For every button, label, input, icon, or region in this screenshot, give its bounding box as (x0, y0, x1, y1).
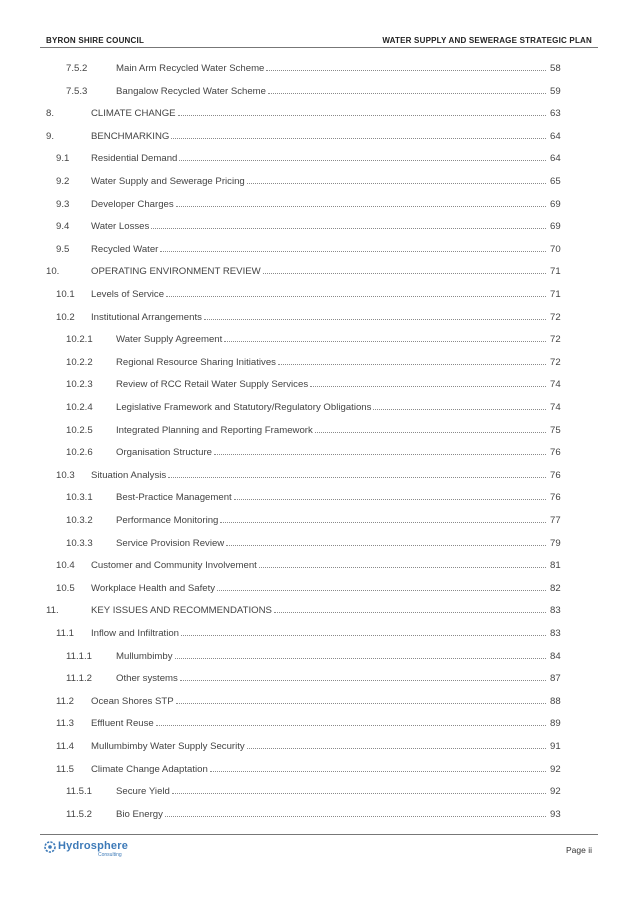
toc-entry-page: 69 (550, 221, 561, 233)
toc-entry-page: 65 (550, 176, 561, 187)
toc-entry-number: 10.2.5 (66, 424, 93, 436)
toc-entry-title: Regional Resource Sharing Initiatives (116, 356, 276, 368)
toc-entry-number: 10.3.3 (66, 537, 93, 549)
toc-entry-number: 10.2.2 (66, 356, 93, 368)
toc-entry-page: 89 (550, 718, 561, 730)
toc-entry-number: 9. (46, 130, 55, 142)
toc-entry-number: 11.5 (56, 763, 74, 775)
toc-dot-leader (176, 206, 546, 207)
toc-entry[interactable] (0, 221, 638, 235)
toc-entry-title: Legislative Framework and Statutory/Regulatory Obligations (116, 402, 372, 413)
toc-entry-title: Situation Analysis (91, 469, 167, 481)
toc-entry[interactable] (0, 696, 638, 710)
toc-entry-body (91, 628, 548, 639)
logo-wordmark: Hydrosphere (58, 840, 129, 852)
toc-entry-page: 93 (550, 808, 561, 820)
toc-entry-page: 70 (550, 243, 561, 255)
toc-entry-body (91, 583, 548, 594)
toc-entry[interactable] (0, 628, 638, 642)
toc-entry-number: 10.3.1 (66, 492, 93, 504)
toc-entry[interactable] (0, 470, 638, 484)
toc-entry-body (116, 334, 548, 345)
toc-entry-body (91, 176, 548, 187)
toc-entry-number: 10.3.2 (66, 515, 93, 526)
toc-entry-title: CLIMATE CHANGE (91, 108, 176, 120)
toc-entry-page: 63 (550, 108, 561, 120)
toc-entry[interactable] (0, 244, 638, 258)
toc-entry-number: 10. (46, 266, 60, 278)
toc-entry-page: 72 (550, 334, 561, 346)
toc-entry-title: Other systems (116, 673, 178, 685)
toc-entry[interactable] (0, 786, 638, 800)
toc-dot-leader (156, 725, 546, 726)
toc-entry-title: Effluent Reuse (91, 718, 154, 730)
toc-entry-page: 72 (550, 311, 561, 323)
toc-entry-title: Best-Practice Management (116, 492, 232, 504)
toc-entry[interactable] (0, 492, 638, 506)
logo-subtext: Consulting (98, 852, 122, 858)
toc-entry-number: 8. (46, 108, 55, 120)
toc-entry-body (91, 764, 548, 775)
toc-entry-number: 10.3 (56, 469, 75, 481)
hydrosphere-logo (44, 841, 128, 858)
toc-entry-body (91, 312, 548, 323)
toc-entry-title: BENCHMARKING (91, 130, 170, 142)
toc-entry[interactable] (0, 764, 638, 778)
toc-entry-page: 71 (550, 266, 561, 278)
toc-entry-title: Mullumbimby (116, 650, 173, 662)
toc-entry-body (116, 651, 548, 662)
toc-entry[interactable] (0, 176, 638, 190)
toc-dot-leader (373, 409, 546, 410)
toc-entry-body (91, 560, 548, 571)
toc-entry-page: 92 (550, 786, 561, 798)
toc-dot-leader (168, 477, 546, 478)
toc-entry-page: 75 (550, 424, 561, 436)
hydrosphere-drop-icon (44, 841, 56, 853)
toc-entry-body (116, 86, 548, 97)
toc-dot-leader (310, 386, 546, 387)
toc-dot-leader (259, 567, 546, 568)
toc-entry-page: 83 (550, 605, 561, 617)
toc-entry[interactable] (0, 379, 638, 393)
toc-entry[interactable] (0, 425, 638, 439)
toc-entry-page: 59 (550, 85, 561, 97)
toc-entry-number: 7.5.2 (66, 63, 88, 74)
toc-entry-page: 72 (550, 356, 561, 368)
toc-dot-leader (274, 612, 546, 613)
toc-dot-leader (175, 658, 546, 659)
toc-entry-body (116, 63, 548, 74)
toc-dot-leader (217, 590, 546, 591)
toc-entry-number: 9.4 (56, 221, 70, 233)
toc-dot-leader (160, 251, 546, 252)
toc-entry-title: Climate Change Adaptation (91, 763, 208, 775)
toc-entry-number: 11.4 (56, 741, 74, 752)
toc-entry[interactable] (0, 199, 638, 213)
toc-entry[interactable] (0, 357, 638, 371)
toc-entry-body (116, 492, 548, 503)
toc-entry[interactable] (0, 86, 638, 100)
toc-entry[interactable] (0, 718, 638, 732)
toc-entry-page: 82 (550, 582, 561, 594)
toc-entry-title: Bio Energy (116, 808, 163, 820)
toc-entry-page: 76 (550, 492, 561, 504)
toc-entry[interactable] (0, 605, 638, 619)
toc-entry-number: 10.5 (56, 582, 75, 594)
toc-entry-body (116, 538, 548, 549)
toc-dot-leader (266, 70, 546, 71)
toc-entry[interactable] (0, 538, 638, 552)
toc-entry[interactable] (0, 312, 638, 326)
toc-entry-body (116, 809, 548, 820)
toc-entry-page: 91 (550, 741, 561, 752)
toc-entry-title: Ocean Shores STP (91, 695, 174, 707)
toc-entry-title: Water Supply Agreement (116, 334, 223, 346)
toc-entry-number: 11.3 (56, 718, 74, 730)
toc-dot-leader (220, 522, 546, 523)
toc-entry-body (116, 515, 548, 526)
toc-dot-leader (247, 183, 546, 184)
toc-entry-page: 64 (550, 130, 561, 142)
toc-entry-title: Secure Yield (116, 786, 170, 798)
toc-entry-body (91, 153, 548, 164)
page-number: Page ii (566, 845, 592, 855)
toc-entry-body (91, 108, 548, 119)
toc-entry-number: 9.2 (56, 176, 70, 187)
toc-entry-title: Integrated Planning and Reporting Framework (116, 424, 313, 436)
toc-entry-number: 11.1.2 (66, 673, 92, 685)
toc-entry-body (91, 696, 548, 707)
toc-entry-number: 10.2.6 (66, 447, 93, 459)
toc-entry-page: 84 (550, 650, 561, 662)
toc-entry-title: Mullumbimby Water Supply Security (91, 741, 245, 752)
toc-entry-body (91, 131, 548, 142)
toc-dot-leader (172, 793, 546, 794)
toc-entry-body (91, 266, 548, 277)
toc-dot-leader (214, 454, 546, 455)
toc-entry-number: 11.5.1 (66, 786, 92, 798)
toc-entry-number: 11.2 (56, 695, 74, 707)
toc-dot-leader (171, 138, 546, 139)
toc-entry-body (116, 379, 548, 390)
toc-entry-title: Workplace Health and Safety (91, 582, 216, 594)
toc-entry-title: KEY ISSUES AND RECOMMENDATIONS (91, 605, 272, 617)
toc-entry[interactable] (0, 131, 638, 145)
header-council-name: BYRON SHIRE COUNCIL (46, 36, 145, 45)
toc-entry-number: 11.1.1 (66, 650, 92, 662)
header-document-title: WATER SUPPLY AND SEWERAGE STRATEGIC PLAN (382, 36, 592, 45)
toc-entry-page: 79 (550, 537, 561, 549)
toc-entry[interactable] (0, 402, 638, 416)
toc-entry[interactable] (0, 63, 638, 77)
toc-entry-page: 64 (550, 153, 561, 165)
toc-entry-title: Customer and Community Involvement (91, 560, 257, 572)
toc-entry-body (91, 199, 548, 210)
toc-dot-leader (166, 296, 546, 297)
toc-dot-leader (278, 364, 546, 365)
toc-entry-body (91, 289, 548, 300)
toc-entry-title: Water Losses (91, 221, 150, 233)
toc-dot-leader (268, 93, 546, 94)
toc-dot-leader (181, 635, 546, 636)
toc-entry-page: 76 (550, 469, 561, 481)
toc-dot-leader (151, 228, 546, 229)
toc-entry[interactable] (0, 153, 638, 167)
toc-entry-page: 74 (550, 379, 561, 391)
toc-entry-body (91, 605, 548, 616)
toc-entry-number: 11. (46, 605, 59, 617)
toc-entry-page: 92 (550, 763, 561, 775)
toc-entry-number: 10.2 (56, 311, 75, 323)
toc-entry[interactable] (0, 266, 638, 280)
toc-entry-number: 10.2.3 (66, 379, 93, 391)
toc-entry-page: 81 (550, 560, 561, 572)
toc-entry-number: 10.1 (56, 289, 75, 300)
toc-dot-leader (180, 680, 546, 681)
toc-entry-number: 9.3 (56, 198, 70, 210)
toc-dot-leader (204, 319, 546, 320)
toc-entry-number: 11.5.2 (66, 808, 92, 820)
toc-dot-leader (247, 748, 546, 749)
toc-entry-title: Main Arm Recycled Water Scheme (116, 63, 265, 74)
toc-entry[interactable] (0, 289, 638, 303)
toc-entry[interactable] (0, 583, 638, 597)
toc-entry-number: 7.5.3 (66, 85, 88, 97)
toc-entry-body (91, 718, 548, 729)
toc-entry-page: 74 (550, 402, 561, 413)
toc-dot-leader (179, 160, 546, 161)
toc-entry-title: Institutional Arrangements (91, 311, 202, 323)
toc-entry-body (116, 673, 548, 684)
toc-entry-body (91, 244, 548, 255)
toc-dot-leader (263, 273, 546, 274)
toc-entry-number: 9.1 (56, 153, 70, 165)
toc-entry-body (91, 221, 548, 232)
toc-entry-page: 77 (550, 515, 561, 526)
toc-entry-page: 69 (550, 198, 561, 210)
toc-entry[interactable] (0, 809, 638, 823)
toc-entry-body (116, 786, 548, 797)
footer-rule (40, 834, 598, 835)
toc-entry-body (116, 425, 548, 436)
toc-entry-body (91, 470, 548, 481)
toc-dot-leader (165, 816, 546, 817)
toc-entry-page: 87 (550, 673, 561, 685)
toc-entry-body (116, 447, 548, 458)
toc-entry-title: Service Provision Review (116, 537, 225, 549)
toc-dot-leader (210, 771, 546, 772)
toc-entry-body (116, 357, 548, 368)
toc-dot-leader (226, 545, 546, 546)
toc-entry-title: Review of RCC Retail Water Supply Services (116, 379, 309, 391)
toc-entry-body (116, 402, 548, 413)
toc-entry-title: OPERATING ENVIRONMENT REVIEW (91, 266, 261, 278)
toc-entry-title: Bangalow Recycled Water Scheme (116, 85, 267, 97)
toc-dot-leader (224, 341, 546, 342)
toc-entry-title: Recycled Water (91, 243, 159, 255)
toc-dot-leader (178, 115, 546, 116)
toc-entry[interactable] (0, 651, 638, 665)
toc-entry-page: 71 (550, 289, 561, 300)
toc-entry-number: 10.2.1 (66, 334, 93, 346)
toc-entry-number: 10.2.4 (66, 402, 93, 413)
toc-dot-leader (176, 703, 546, 704)
toc-entry-title: Inflow and Infiltration (91, 628, 179, 639)
toc-entry[interactable] (0, 673, 638, 687)
toc-dot-leader (315, 432, 546, 433)
toc-entry[interactable] (0, 741, 638, 755)
toc-dot-leader (234, 499, 546, 500)
toc-entry-body (91, 741, 548, 752)
toc-entry[interactable] (0, 108, 638, 122)
toc-entry-title: Developer Charges (91, 198, 174, 210)
toc-entry-title: Organisation Structure (116, 447, 212, 459)
toc-entry-number: 9.5 (56, 243, 70, 255)
toc-entry[interactable] (0, 560, 638, 574)
toc-entry-number: 11.1 (56, 628, 74, 639)
toc-entry-title: Residential Demand (91, 153, 178, 165)
toc-entry-page: 58 (550, 63, 561, 74)
toc-entry-number: 10.4 (56, 560, 75, 572)
toc-entry[interactable] (0, 515, 638, 529)
toc-entry-page: 76 (550, 447, 561, 459)
header-rule (40, 47, 598, 48)
toc-entry-page: 88 (550, 695, 561, 707)
toc-entry-title: Performance Monitoring (116, 515, 219, 526)
toc-entry[interactable] (0, 334, 638, 348)
toc-entry[interactable] (0, 447, 638, 461)
toc-entry-title: Water Supply and Sewerage Pricing (91, 176, 245, 187)
toc-entry-title: Levels of Service (91, 289, 165, 300)
toc-entry-page: 83 (550, 628, 561, 639)
